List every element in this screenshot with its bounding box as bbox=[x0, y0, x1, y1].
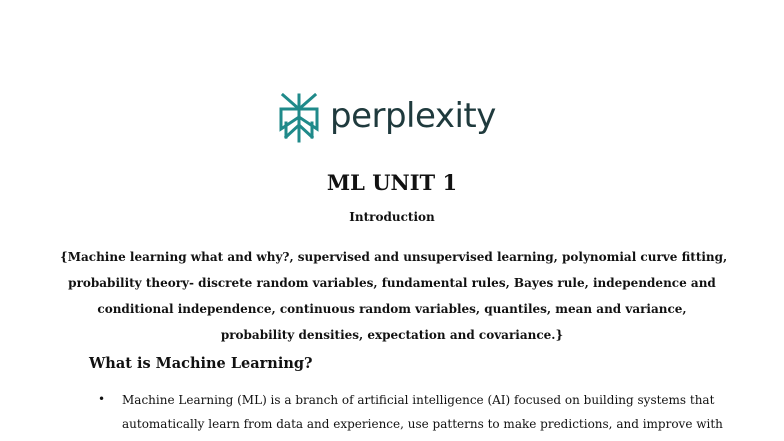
syllabus-line: conditional independence, continuous random variables, quantiles, mean and variance, bbox=[97, 302, 687, 316]
section-heading: What is Machine Learning? bbox=[89, 355, 313, 372]
bullet-line: Machine Learning (ML) is a branch of artificial intelligence (AI) focused on building systems that bbox=[122, 393, 715, 407]
syllabus-line: probability theory- discrete random variables, fundamental rules, Bayes rule, independence and bbox=[68, 276, 716, 290]
document-subtitle: Introduction bbox=[349, 210, 435, 224]
bullet-line: automatically learn from data and experience, use patterns to make predictions, and improve with bbox=[122, 417, 723, 431]
document-title: ML UNIT 1 bbox=[326, 170, 458, 195]
syllabus-line: probability densities, expectation and covariance.} bbox=[220, 328, 564, 342]
brand-name: perplexity bbox=[330, 96, 496, 136]
bullet-marker: • bbox=[98, 392, 106, 406]
syllabus-paragraph bbox=[60, 244, 728, 348]
syllabus-line: {Machine learning what and why?, supervised and unsupervised learning, polynomial curve fitting, bbox=[60, 250, 728, 264]
brand-logo bbox=[278, 92, 496, 144]
bullet-text bbox=[122, 388, 732, 436]
perplexity-logo-icon bbox=[278, 93, 320, 143]
